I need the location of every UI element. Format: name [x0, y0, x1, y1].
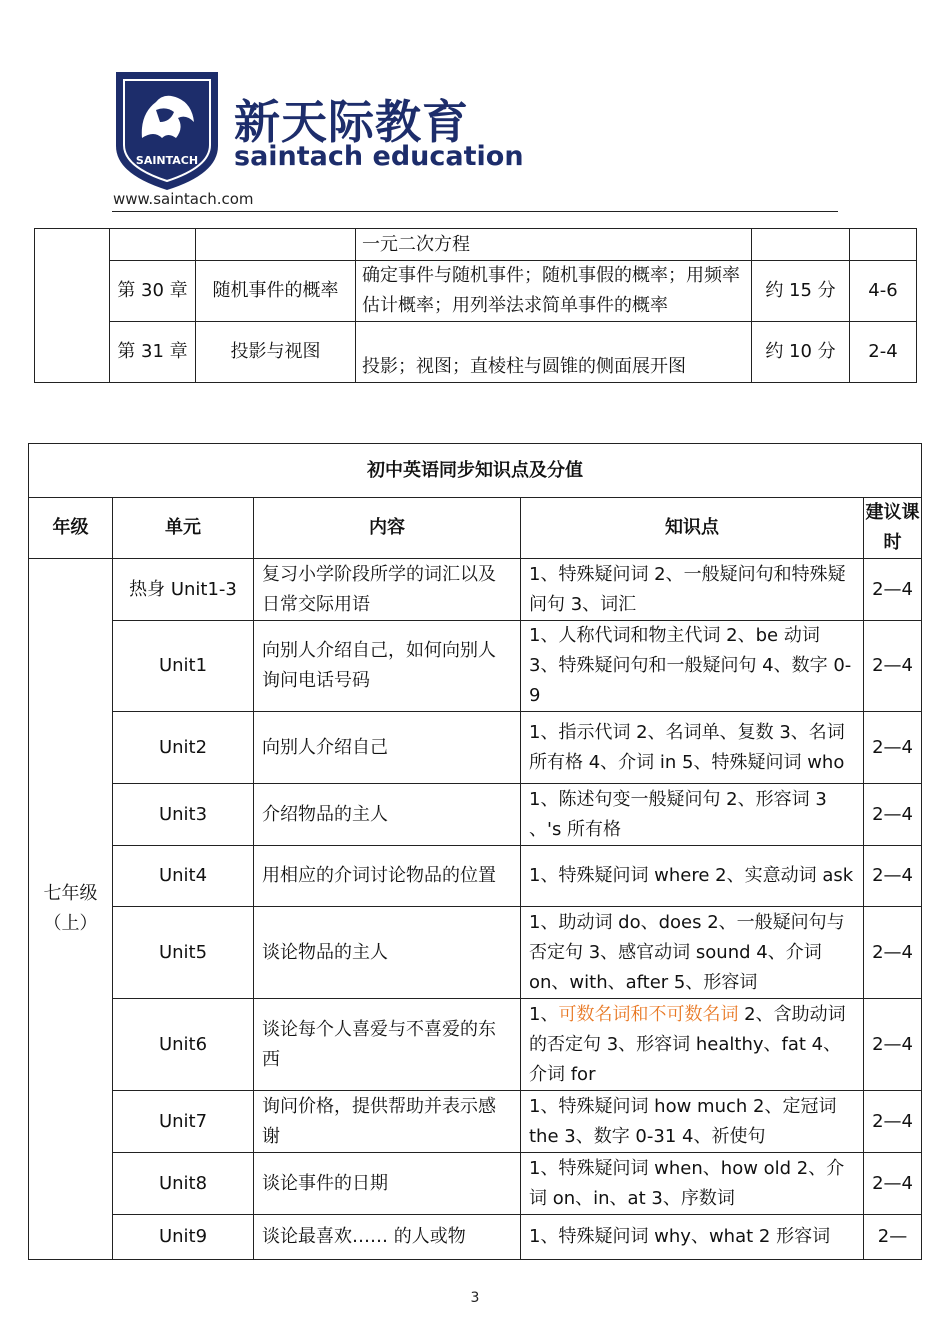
content-cell: 介绍物品的主人 — [254, 784, 521, 846]
table-row — [35, 229, 917, 261]
content-cell: 谈论物品的主人 — [254, 907, 521, 999]
table-row — [29, 907, 922, 999]
table-row — [29, 621, 922, 712]
unit-cell: Unit8 — [113, 1153, 254, 1215]
table-row — [29, 559, 922, 621]
topic-cell: 随机事件的概率 — [196, 261, 356, 322]
knowledge-cell — [521, 999, 864, 1091]
table-header-row — [29, 498, 922, 559]
unit-cell: Unit1 — [113, 621, 254, 712]
knowledge-highlight: 可数名词和不可数名词 — [558, 1003, 739, 1025]
topic-cell: 投影与视图 — [196, 322, 356, 383]
hours-cell: 2—4 — [864, 621, 922, 712]
time-cell — [752, 229, 850, 261]
content-cell: 向别人介绍自己 — [254, 712, 521, 784]
table-row — [29, 846, 922, 907]
unit-cell: Unit2 — [113, 712, 254, 784]
content-cell: 投影；视图；直棱柱与圆锥的侧面展开图 — [356, 322, 752, 383]
hours-cell: 2-4 — [850, 322, 917, 383]
time-cell: 约 10 分 — [752, 322, 850, 383]
content-cell: 谈论每个人喜爱与不喜爱的东西 — [254, 999, 521, 1091]
table-row — [29, 999, 922, 1091]
table-title: 初中英语同步知识点及分值 — [29, 444, 922, 498]
hours-cell — [850, 229, 917, 261]
chapter-cell — [110, 229, 196, 261]
brand-name-chinese: 新天际教育 — [234, 95, 469, 149]
unit-cell: Unit9 — [113, 1215, 254, 1260]
header-hours: 建议课时 — [864, 498, 922, 559]
grade-cell: 七年级（上） — [29, 559, 113, 1260]
topic-cell — [196, 229, 356, 261]
table-row — [29, 1091, 922, 1153]
knowledge-prefix: 1、 — [529, 1003, 559, 1025]
knowledge-cell: 1、特殊疑问词 where 2、实意动词 ask — [521, 846, 864, 907]
chapter-cell: 第 31 章 — [110, 322, 196, 383]
table-row — [35, 322, 917, 383]
knowledge-cell: 1、特殊疑问词 why、what 2 形容词 — [521, 1215, 864, 1260]
grade-cell — [35, 229, 110, 383]
content-cell: 一元二次方程 — [356, 229, 752, 261]
saintach-logo-icon — [112, 66, 222, 192]
hours-cell: 2—4 — [864, 712, 922, 784]
table-row — [29, 784, 922, 846]
english-knowledge-table — [28, 443, 922, 1260]
knowledge-cell: 1、陈述句变一般疑问句 2、形容词 3 、's 所有格 — [521, 784, 864, 846]
unit-cell: Unit7 — [113, 1091, 254, 1153]
content-cell: 谈论最喜欢…… 的人或物 — [254, 1215, 521, 1260]
unit-cell: Unit6 — [113, 999, 254, 1091]
knowledge-cell: 1、特殊疑问词 2、一般疑问句和特殊疑问句 3、词汇 — [521, 559, 864, 621]
hours-cell: 2—4 — [864, 1091, 922, 1153]
time-cell: 约 15 分 — [752, 261, 850, 322]
math-knowledge-table — [34, 228, 917, 383]
content-cell: 确定事件与随机事件；随机事假的概率；用频率估计概率；用列举法求简单事件的概率 — [356, 261, 752, 322]
knowledge-cell: 1、指示代词 2、名词单、复数 3、名词所有格 4、介词 in 5、特殊疑问词 who — [521, 712, 864, 784]
knowledge-cell: 1、特殊疑问词 when、how old 2、介词 on、in、at 3、序数词 — [521, 1153, 864, 1215]
content-cell: 用相应的介词讨论物品的位置 — [254, 846, 521, 907]
content-cell: 询问价格，提供帮助并表示感谢 — [254, 1091, 521, 1153]
hours-cell: 2—4 — [864, 1153, 922, 1215]
table-row — [29, 1215, 922, 1260]
brand-name-english: saintach education — [234, 141, 524, 172]
hours-cell: 2—4 — [864, 999, 922, 1091]
header-divider — [112, 211, 838, 212]
table-row — [35, 261, 917, 322]
knowledge-suffix: 2、含助动词的否定句 3、形容词 healthy、fat 4、介词 for — [529, 1003, 846, 1085]
hours-cell: 2—4 — [864, 559, 922, 621]
hours-cell: 2—4 — [864, 784, 922, 846]
unit-cell: 热身 Unit1-3 — [113, 559, 254, 621]
chapter-cell: 第 30 章 — [110, 261, 196, 322]
header-unit: 单元 — [113, 498, 254, 559]
unit-cell: Unit3 — [113, 784, 254, 846]
knowledge-cell: 1、助动词 do、does 2、一般疑问句与否定句 3、感官动词 sound 4、介词 on、with、after 5、形容词 — [521, 907, 864, 999]
hours-cell: 4-6 — [850, 261, 917, 322]
content-cell: 复习小学阶段所学的词汇以及日常交际用语 — [254, 559, 521, 621]
knowledge-cell: 1、特殊疑问词 how much 2、定冠词 the 3、数字 0-31 4、祈使句 — [521, 1091, 864, 1153]
unit-cell: Unit5 — [113, 907, 254, 999]
header-knowledge: 知识点 — [521, 498, 864, 559]
hours-cell: 2—4 — [864, 907, 922, 999]
table-row — [29, 712, 922, 784]
hours-cell: 2—4 — [864, 846, 922, 907]
page-header — [112, 66, 838, 214]
table-row — [29, 1153, 922, 1215]
page-number: 3 — [470, 1290, 480, 1306]
knowledge-cell: 1、人称代词和物主代词 2、be 动词 3、特殊疑问句和一般疑问句 4、数字 0-9 — [521, 621, 864, 712]
header-content: 内容 — [254, 498, 521, 559]
website-url: www.saintach.com — [113, 190, 254, 208]
svg-text:SAINTACH: SAINTACH — [135, 154, 199, 167]
hours-cell: 2— — [864, 1215, 922, 1260]
table-title-row — [29, 444, 922, 498]
unit-cell: Unit4 — [113, 846, 254, 907]
header-grade: 年级 — [29, 498, 113, 559]
content-cell: 向别人介绍自己，如何向别人询问电话号码 — [254, 621, 521, 712]
content-cell: 谈论事件的日期 — [254, 1153, 521, 1215]
